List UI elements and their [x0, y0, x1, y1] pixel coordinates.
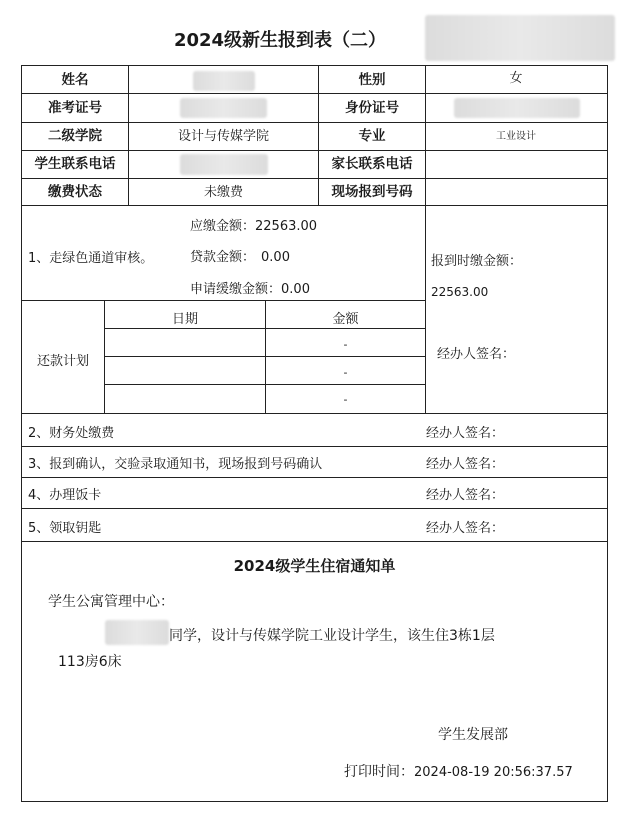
redacted-name	[193, 71, 255, 91]
step-get-keys: 5、领取钥匙	[28, 521, 102, 536]
step-checkin-confirm: 3、报到确认，交验录取通知书，现场报到号码确认	[28, 457, 323, 472]
step-signature-label: 经办人签名：	[426, 488, 505, 503]
repayment-row-amount: -	[343, 366, 348, 379]
due-amount-label: 应缴金额：22563.00	[190, 219, 318, 234]
step-meal-card: 4、办理饭卡	[28, 488, 102, 503]
pay-at-checkin-value: 22563.00	[431, 285, 489, 299]
value-major: 工业设计	[496, 131, 536, 142]
redacted-header-block	[425, 15, 615, 61]
label-gender: 性别	[358, 72, 386, 88]
dorm-notice-title: 2024级学生住宿通知单	[233, 557, 396, 575]
dorm-notice-body-line1: 同学，设计与传媒学院工业设计学生，该生住3栋1层	[169, 628, 495, 644]
dorm-notice-body-line2: 113房6床	[58, 654, 122, 670]
deferred-amount-label: 申请缓缴金额：0.00	[190, 282, 310, 297]
step-finance-payment: 2、财务处缴费	[28, 426, 115, 441]
redacted-student-name	[105, 620, 169, 645]
label-major: 专业	[358, 128, 386, 144]
form-title: 2024级新生报到表（二）	[173, 30, 387, 51]
label-onsite-number: 现场报到号码	[331, 184, 413, 200]
label-name: 姓名	[61, 72, 89, 88]
label-id-card: 身份证号	[345, 100, 399, 116]
repayment-date-header: 日期	[171, 312, 198, 327]
label-exam-id: 准考证号	[48, 100, 102, 116]
step-signature-label: 经办人签名：	[426, 521, 505, 536]
label-payment-status: 缴费状态	[48, 184, 102, 200]
repayment-amount-header: 金额	[332, 312, 359, 327]
pay-at-checkin-label: 报到时缴金额：	[431, 254, 523, 269]
loan-amount-label: 贷款金额： 0.00	[190, 250, 290, 265]
redacted-exam-id	[180, 98, 267, 118]
dorm-notice-recipient: 学生公寓管理中心：	[48, 594, 174, 610]
label-college: 二级学院	[48, 128, 102, 144]
label-student-phone: 学生联系电话	[34, 156, 116, 172]
step-signature-label: 经办人签名：	[426, 426, 505, 441]
dorm-notice-department: 学生发展部	[438, 727, 508, 743]
repayment-plan-label: 还款计划	[36, 354, 89, 369]
repayment-row-amount: -	[343, 338, 348, 351]
value-payment-status: 未缴费	[203, 185, 243, 200]
value-gender: 女	[509, 71, 523, 86]
dorm-notice-print-time: 打印时间：2024-08-19 20:56:37.57	[344, 764, 573, 780]
step-green-channel: 1、走绿色通道审核。	[28, 251, 154, 266]
value-college: 设计与传媒学院	[177, 129, 269, 144]
label-parent-phone: 家长联系电话	[331, 156, 413, 172]
redacted-id-card	[454, 98, 580, 118]
redacted-student-phone	[180, 154, 268, 175]
signature-label-green: 经办人签名：	[437, 347, 516, 362]
step-signature-label: 经办人签名：	[426, 457, 505, 472]
repayment-row-amount: -	[343, 393, 348, 406]
